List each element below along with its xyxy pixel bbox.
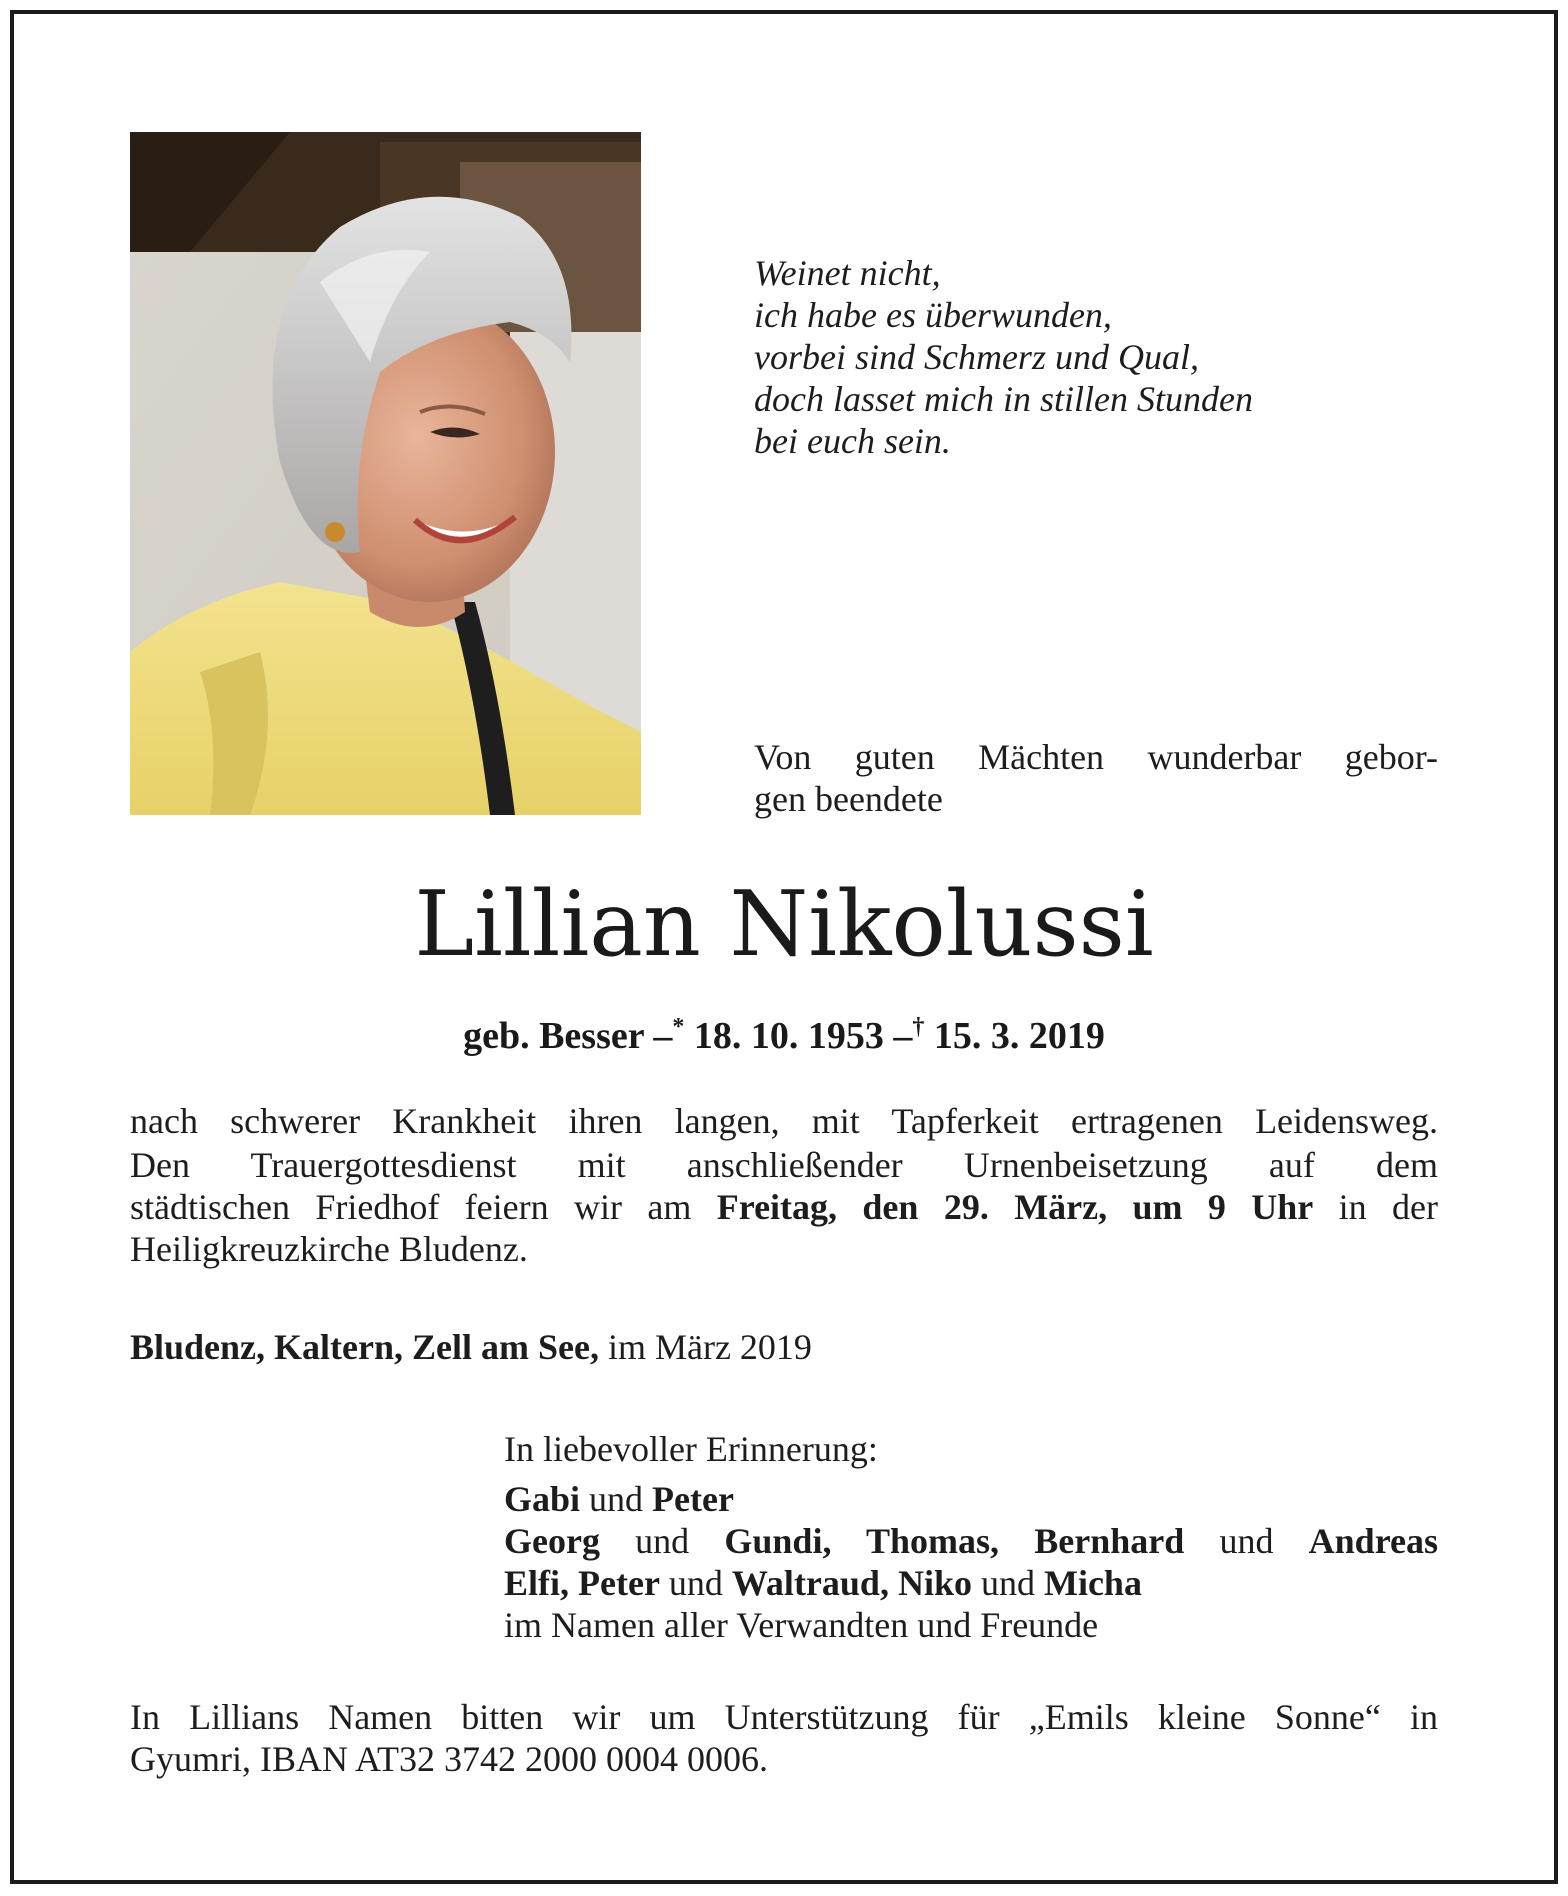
life-dates bbox=[0, 1004, 1568, 1059]
mourners bbox=[504, 1428, 1438, 1646]
mourner-name: Waltraud, Niko bbox=[731, 1563, 972, 1603]
conjunction: und bbox=[980, 1563, 1035, 1603]
mourner-name: Andreas bbox=[1308, 1521, 1439, 1561]
poem-line: doch lasset mich in stillen Stunden bbox=[754, 379, 1253, 419]
intro-line: gen beendete bbox=[754, 779, 943, 819]
service-text: städtischen Friedhof feiern wir am bbox=[130, 1187, 692, 1227]
text-line: nach schwerer Krankheit ihren langen, mit Tapferkeit ertragenen Leidensweg. bbox=[130, 1101, 1438, 1141]
poem-line: bei euch sein. bbox=[754, 421, 951, 461]
memory-heading: In liebevoller Erinnerung: bbox=[504, 1429, 878, 1469]
service-line: Den Trauergottesdienst mit anschließender Urnenbeisetzung auf dem bbox=[130, 1145, 1438, 1185]
dash: – bbox=[653, 1015, 673, 1057]
poem-line: vorbei sind Schmerz und Qual, bbox=[754, 337, 1199, 377]
service-text: in der bbox=[1338, 1187, 1439, 1227]
month-year: im März 2019 bbox=[607, 1327, 812, 1367]
mourner-name: Elfi, Peter bbox=[504, 1563, 660, 1603]
mourner-line bbox=[504, 1562, 1438, 1604]
service-date: Freitag, den 29. März, um 9 Uhr bbox=[716, 1187, 1314, 1227]
mourner-name: Gundi, Thomas, Bernhard bbox=[724, 1521, 1185, 1561]
poem-line: Weinet nicht, bbox=[754, 253, 941, 293]
intro-line: Von guten Mächten wunderbar gebor- bbox=[754, 737, 1438, 777]
poem-line: ich habe es überwunden, bbox=[754, 295, 1112, 335]
obituary-text bbox=[130, 1100, 1438, 1270]
birth-symbol: * bbox=[672, 1014, 685, 1040]
place-date bbox=[130, 1326, 1438, 1368]
death-symbol: † bbox=[912, 1014, 925, 1040]
donation-note bbox=[130, 1696, 1438, 1780]
service-line bbox=[130, 1186, 1438, 1228]
service-line: Heiligkreuzkirche Bludenz. bbox=[130, 1229, 528, 1269]
conjunction: und bbox=[589, 1479, 644, 1519]
portrait-photo bbox=[130, 132, 641, 815]
mourner-line bbox=[504, 1520, 1438, 1562]
mourner-line: im Namen aller Verwandten und Freunde bbox=[504, 1605, 1099, 1645]
conjunction: und bbox=[668, 1563, 723, 1603]
conjunction: und bbox=[1219, 1521, 1274, 1561]
death-date: 15. 3. 2019 bbox=[933, 1015, 1105, 1057]
dash: – bbox=[893, 1015, 913, 1057]
places: Bludenz, Kaltern, Zell am See, bbox=[130, 1327, 599, 1367]
donation-line: In Lillians Namen bitten wir um Unterstützung für „Emils kleine Sonne“ in bbox=[130, 1697, 1438, 1737]
deceased-name: Lillian Nikolussi bbox=[414, 872, 1154, 977]
mourner-name: Georg bbox=[504, 1521, 600, 1561]
birth-date: 18. 10. 1953 bbox=[693, 1015, 884, 1057]
intro-text bbox=[754, 736, 1438, 820]
mourner-name: Micha bbox=[1043, 1563, 1142, 1603]
mourner-name: Gabi bbox=[504, 1479, 581, 1519]
mourner-name: Peter bbox=[652, 1479, 734, 1519]
mourner-line bbox=[504, 1478, 1438, 1520]
conjunction: und bbox=[635, 1521, 690, 1561]
poem bbox=[754, 252, 1253, 462]
donation-line: Gyumri, IBAN AT32 3742 2000 0004 0006. bbox=[130, 1739, 768, 1779]
maiden-name: geb. Besser bbox=[463, 1015, 644, 1057]
